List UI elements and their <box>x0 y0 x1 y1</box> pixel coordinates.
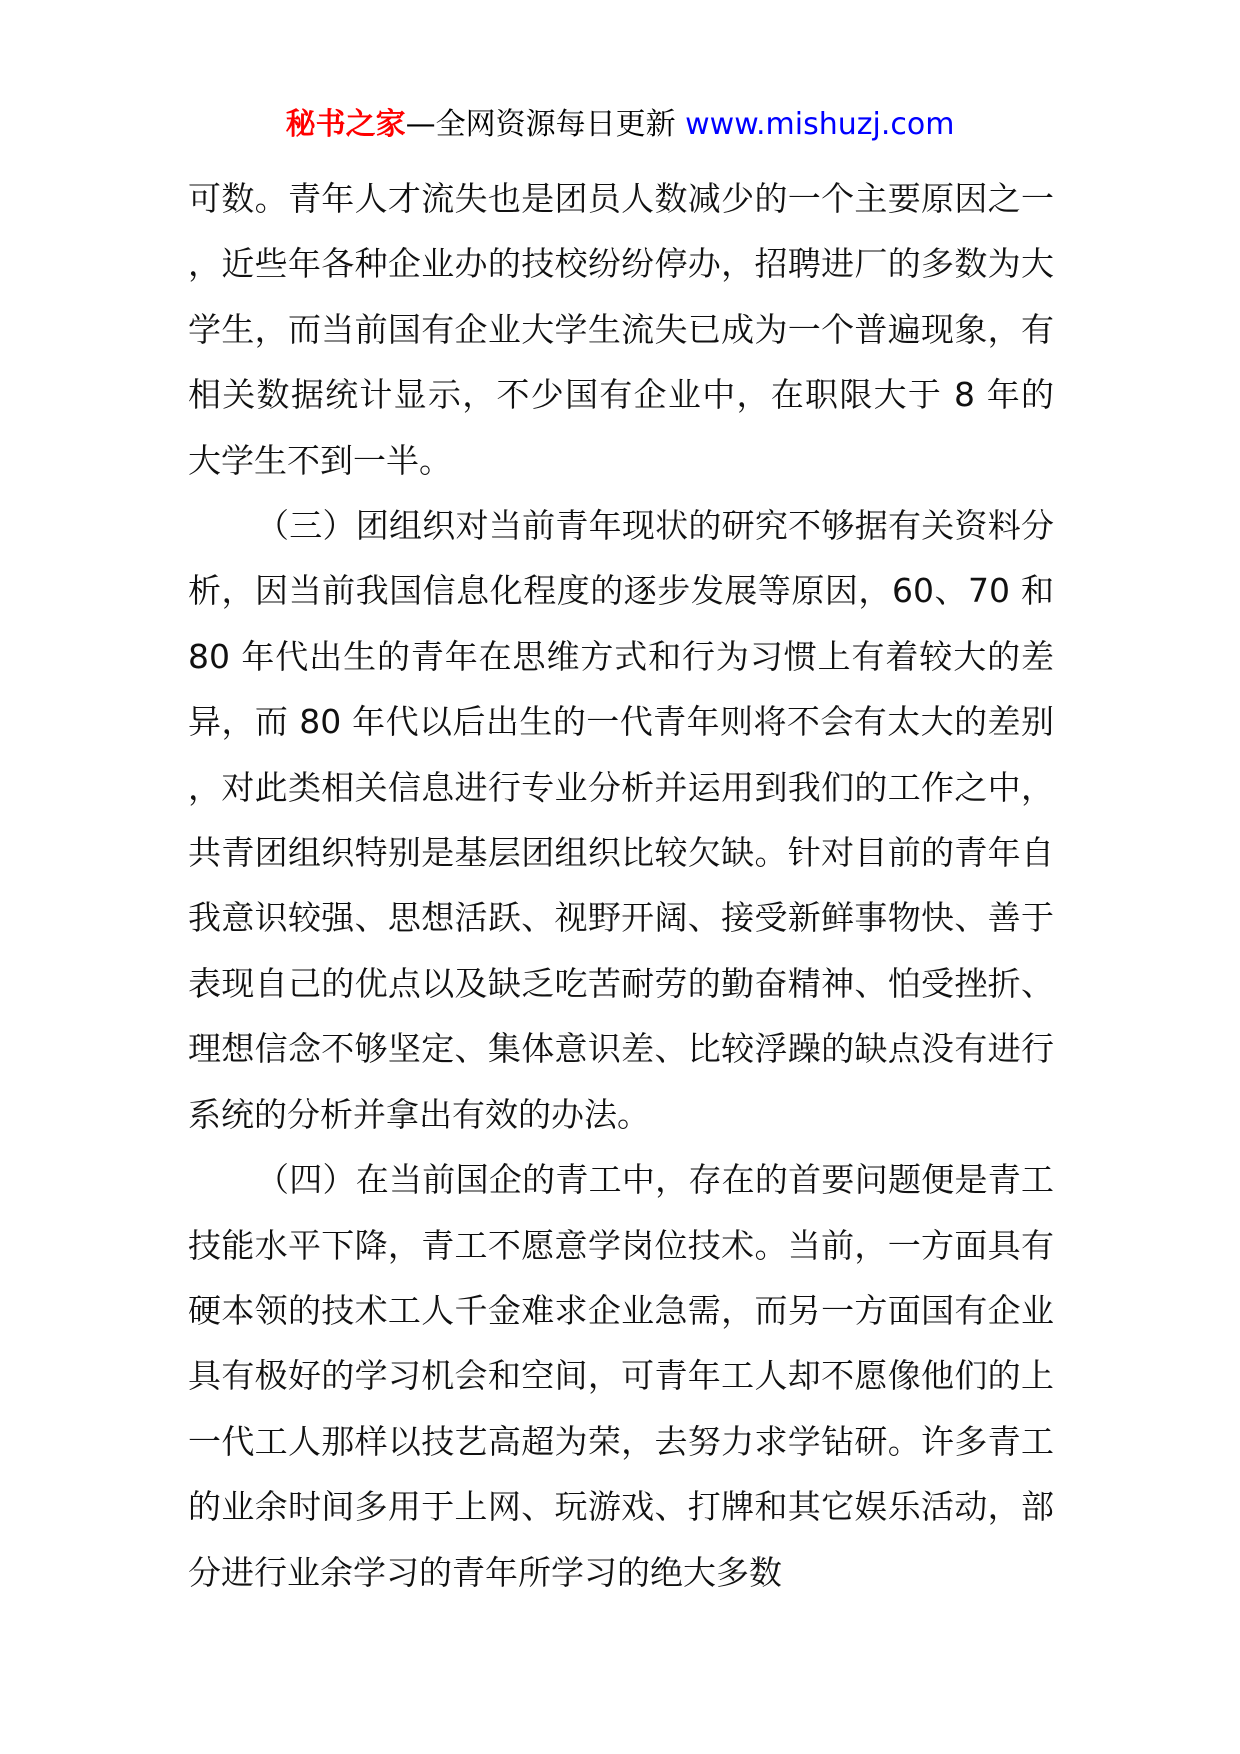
site-url-link[interactable]: www.mishuzj.com <box>685 107 955 142</box>
paragraph-section-three: （三）团组织对当前青年现状的研究不够据有关资料分析，因当前我国信息化程度的逐步发展等原因，60、70 和 80 年代出生的青年在思维方式和行为习惯上有着较大的差异，而 80 年代以后出生的一代青年则将不会有太大的差别，对此类相关信息进行专业分析并运用到我们的工作之中，共青团组织特别是基层团组织比较欠缺。针对目前的青年自我意识较强、思想活跃、视野开阔、接受新鲜事物快、善于表现自己的优点以及缺乏吃苦耐劳的勤奋精神、怕受挫折、理想信念不够坚定、集体意识差、比较浮躁的缺点没有进行系统的分析并拿出有效的办法。 <box>188 506 1054 1134</box>
header-tagline: —全网资源每日更新 <box>405 107 686 142</box>
paragraph-section-four: （四）在当前国企的青工中，存在的首要问题便是青工技能水平下降，青工不愿意学岗位技术。当前，一方面具有硬本领的技术工人千金难求企业急需，而另一方面国有企业具有极好的学习机会和空间，可青年工人却不愿像他们的上一代工人那样以技艺高超为荣，去努力求学钻研。许多青工的业余时间多用于上网、玩游戏、打牌和其它娱乐活动，部分进行业余学习的青年所学习的绝大多数 <box>188 1160 1054 1592</box>
page-header <box>0 100 1240 150</box>
document-body <box>188 166 1054 1605</box>
paragraph-continued: 可数。青年人才流失也是团员人数减少的一个主要原因之一，近些年各种企业办的技校纷纷停办，招聘进厂的多数为大学生，而当前国有企业大学生流失已成为一个普遍现象，有相关数据统计显示，不少国有企业中，在职限大于 8 年的大学生不到一半。 <box>188 179 1054 480</box>
brand-name: 秘书之家 <box>285 107 406 142</box>
